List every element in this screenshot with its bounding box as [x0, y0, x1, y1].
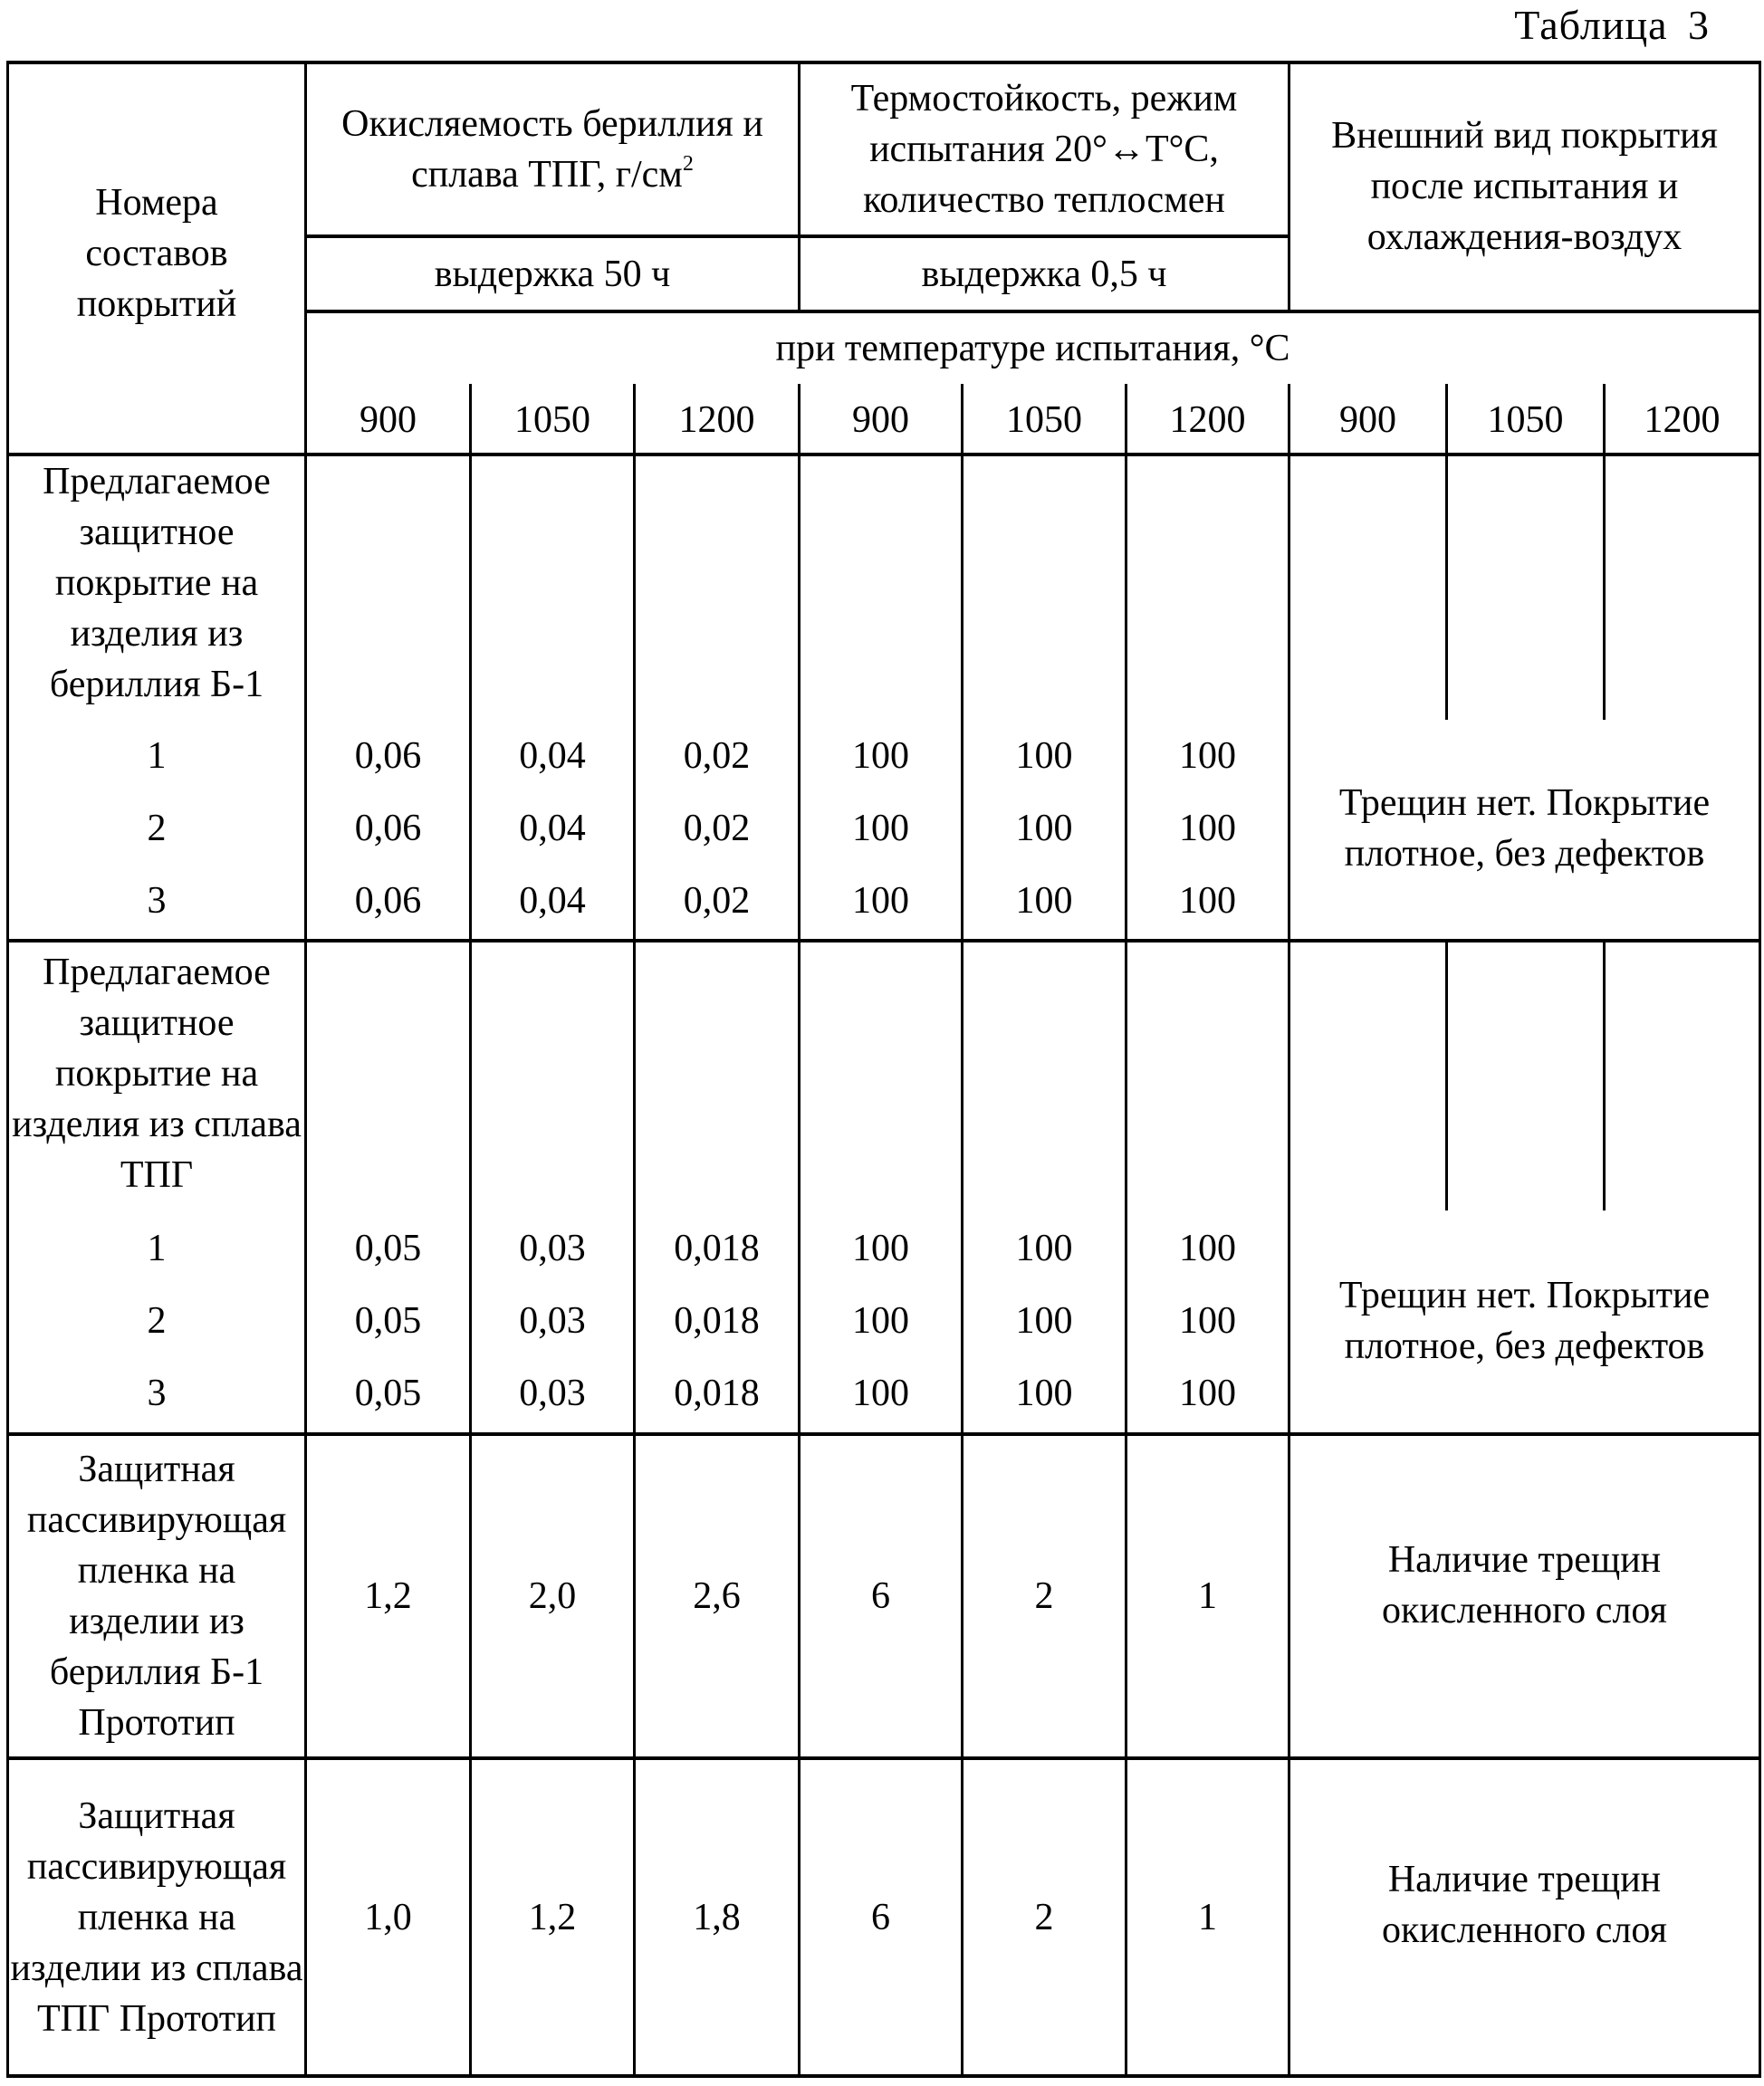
- temp-col: 1050: [963, 388, 1125, 453]
- heat-value: 1: [1127, 1436, 1288, 1756]
- heat-value: 100: [801, 724, 961, 788]
- oxidation-value: 0,02: [636, 797, 798, 860]
- heat-value: 100: [1127, 797, 1288, 860]
- group-label: Защитная пассивирующая пленка на изделии из бериллия Б-1 Прототип: [9, 1444, 304, 1748]
- heat-value: 100: [1127, 1289, 1288, 1353]
- exposure-oxidation-label: выдержка 50 ч: [435, 249, 671, 300]
- header-oxidation-wrap: [307, 99, 798, 200]
- exposure-heat-label: выдержка 0,5 ч: [921, 249, 1166, 300]
- heat-value: 2: [963, 1760, 1125, 2074]
- appearance-text: Наличие трещин окисленного слоя: [1344, 1535, 1706, 1636]
- header-oxidation-label: Окисляемость бериллия и сплава ТПГ, г/см: [341, 103, 763, 196]
- oxidation-value: 0,05: [307, 1362, 469, 1425]
- header-exposure-heat: [801, 238, 1288, 310]
- oxidation-value: 0,06: [307, 797, 469, 860]
- appearance-text: Трещин нет. Покрытие плотное, без дефектов: [1303, 778, 1747, 879]
- heat-value: 100: [801, 869, 961, 933]
- temp-col: 1200: [1127, 388, 1288, 453]
- oxidation-value: 0,03: [472, 1217, 633, 1280]
- col-divider: [1603, 455, 1606, 720]
- heat-value: 100: [963, 1217, 1125, 1280]
- oxidation-value: 0,05: [307, 1289, 469, 1353]
- header-appearance: [1290, 63, 1759, 310]
- temp-col: 900: [801, 388, 961, 453]
- heat-value: 6: [801, 1436, 961, 1756]
- header-heat-resistance-label: Термостойкость, режим испытания 20°↔T°C, количество теплосмен: [818, 73, 1270, 225]
- heat-value: 100: [963, 724, 1125, 788]
- row-num: 1: [9, 724, 304, 788]
- heat-value: 1: [1127, 1760, 1288, 2074]
- data-table: [0, 0, 1764, 2086]
- oxidation-value: 0,04: [472, 724, 633, 788]
- temp-col: 1200: [636, 388, 798, 453]
- header-temperature: [307, 313, 1759, 384]
- appearance-value: [1290, 1760, 1759, 2050]
- group-label: Предлагаемое защитное покрытие на изделия из сплава ТПГ: [11, 947, 302, 1201]
- row-num: 3: [9, 1362, 304, 1425]
- header-composition-label: Номера составов покрытий: [48, 177, 265, 330]
- heat-value: 100: [963, 1289, 1125, 1353]
- appearance-text: Трещин нет. Покрытие плотное, без дефектов: [1303, 1270, 1747, 1372]
- temp-col: 900: [307, 388, 469, 453]
- col-divider: [1445, 455, 1448, 720]
- oxidation-value: 0,02: [636, 724, 798, 788]
- appearance-value: [1290, 761, 1759, 896]
- table-title: Таблица 3: [1514, 0, 1710, 51]
- oxidation-value: 2,6: [636, 1436, 798, 1756]
- header-oxidation: [307, 63, 798, 234]
- heat-value: 100: [1127, 724, 1288, 788]
- oxidation-value: 0,04: [472, 797, 633, 860]
- row-num: 1: [9, 1217, 304, 1280]
- oxidation-value: 0,018: [636, 1217, 798, 1280]
- oxidation-value: 1,2: [472, 1760, 633, 2074]
- row-num: 2: [9, 1289, 304, 1353]
- header-heat-resistance: [801, 63, 1288, 234]
- oxidation-value: 1,2: [307, 1436, 469, 1756]
- temp-col: 1200: [1606, 388, 1759, 453]
- table-border-right: [1759, 61, 1761, 2078]
- oxidation-value: 0,018: [636, 1289, 798, 1353]
- group-label-cell: [9, 1436, 304, 1756]
- oxidation-value: 0,03: [472, 1289, 633, 1353]
- table-border-bottom: [6, 2074, 1761, 2078]
- heat-value: 6: [801, 1760, 961, 2074]
- group-divider: [6, 939, 1761, 943]
- oxidation-value: 1,8: [636, 1760, 798, 2074]
- heat-value: 100: [963, 1362, 1125, 1425]
- heat-value: 100: [1127, 869, 1288, 933]
- oxidation-value: 0,06: [307, 869, 469, 933]
- heat-value: 2: [963, 1436, 1125, 1756]
- group-label: Защитная пассивирующая пленка на изделии из сплава ТПГ Прототип: [9, 1791, 304, 2044]
- oxidation-value: 0,06: [307, 724, 469, 788]
- appearance-value: [1290, 1436, 1759, 1735]
- header-composition: [9, 63, 304, 444]
- oxidation-value: 0,018: [636, 1362, 798, 1425]
- oxidation-value: 0,05: [307, 1217, 469, 1280]
- temp-col: 900: [1290, 388, 1445, 453]
- group-label: Предлагаемое защитное покрытие на изделия из бериллия Б-1: [11, 456, 302, 710]
- temperature-label: при температуре испытания, °С: [775, 323, 1289, 374]
- heat-value: 100: [801, 797, 961, 860]
- appearance-text: Наличие трещин окисленного слоя: [1344, 1854, 1706, 1956]
- header-oxidation-sup: 2: [683, 152, 694, 176]
- col-divider: [1603, 942, 1606, 1210]
- oxidation-value: 0,03: [472, 1362, 633, 1425]
- group-label-cell: [9, 1760, 304, 2074]
- header-exposure-oxidation: [307, 238, 798, 310]
- appearance-value: [1290, 1253, 1759, 1389]
- heat-value: 100: [963, 797, 1125, 860]
- oxidation-value: 0,04: [472, 869, 633, 933]
- col-divider: [1445, 942, 1448, 1210]
- row-num: 3: [9, 869, 304, 933]
- temp-col: 1050: [472, 388, 633, 453]
- heat-value: 100: [801, 1217, 961, 1280]
- oxidation-value: 0,02: [636, 869, 798, 933]
- oxidation-value: 2,0: [472, 1436, 633, 1756]
- header-appearance-label: Внешний вид покрытия после испытания и охлаждения-воздух: [1308, 110, 1742, 263]
- oxidation-value: 1,0: [307, 1760, 469, 2074]
- row-num: 2: [9, 797, 304, 860]
- heat-value: 100: [963, 869, 1125, 933]
- heat-value: 100: [1127, 1217, 1288, 1280]
- heat-value: 100: [1127, 1362, 1288, 1425]
- heat-value: 100: [801, 1362, 961, 1425]
- temp-col: 1050: [1448, 388, 1603, 453]
- heat-value: 100: [801, 1289, 961, 1353]
